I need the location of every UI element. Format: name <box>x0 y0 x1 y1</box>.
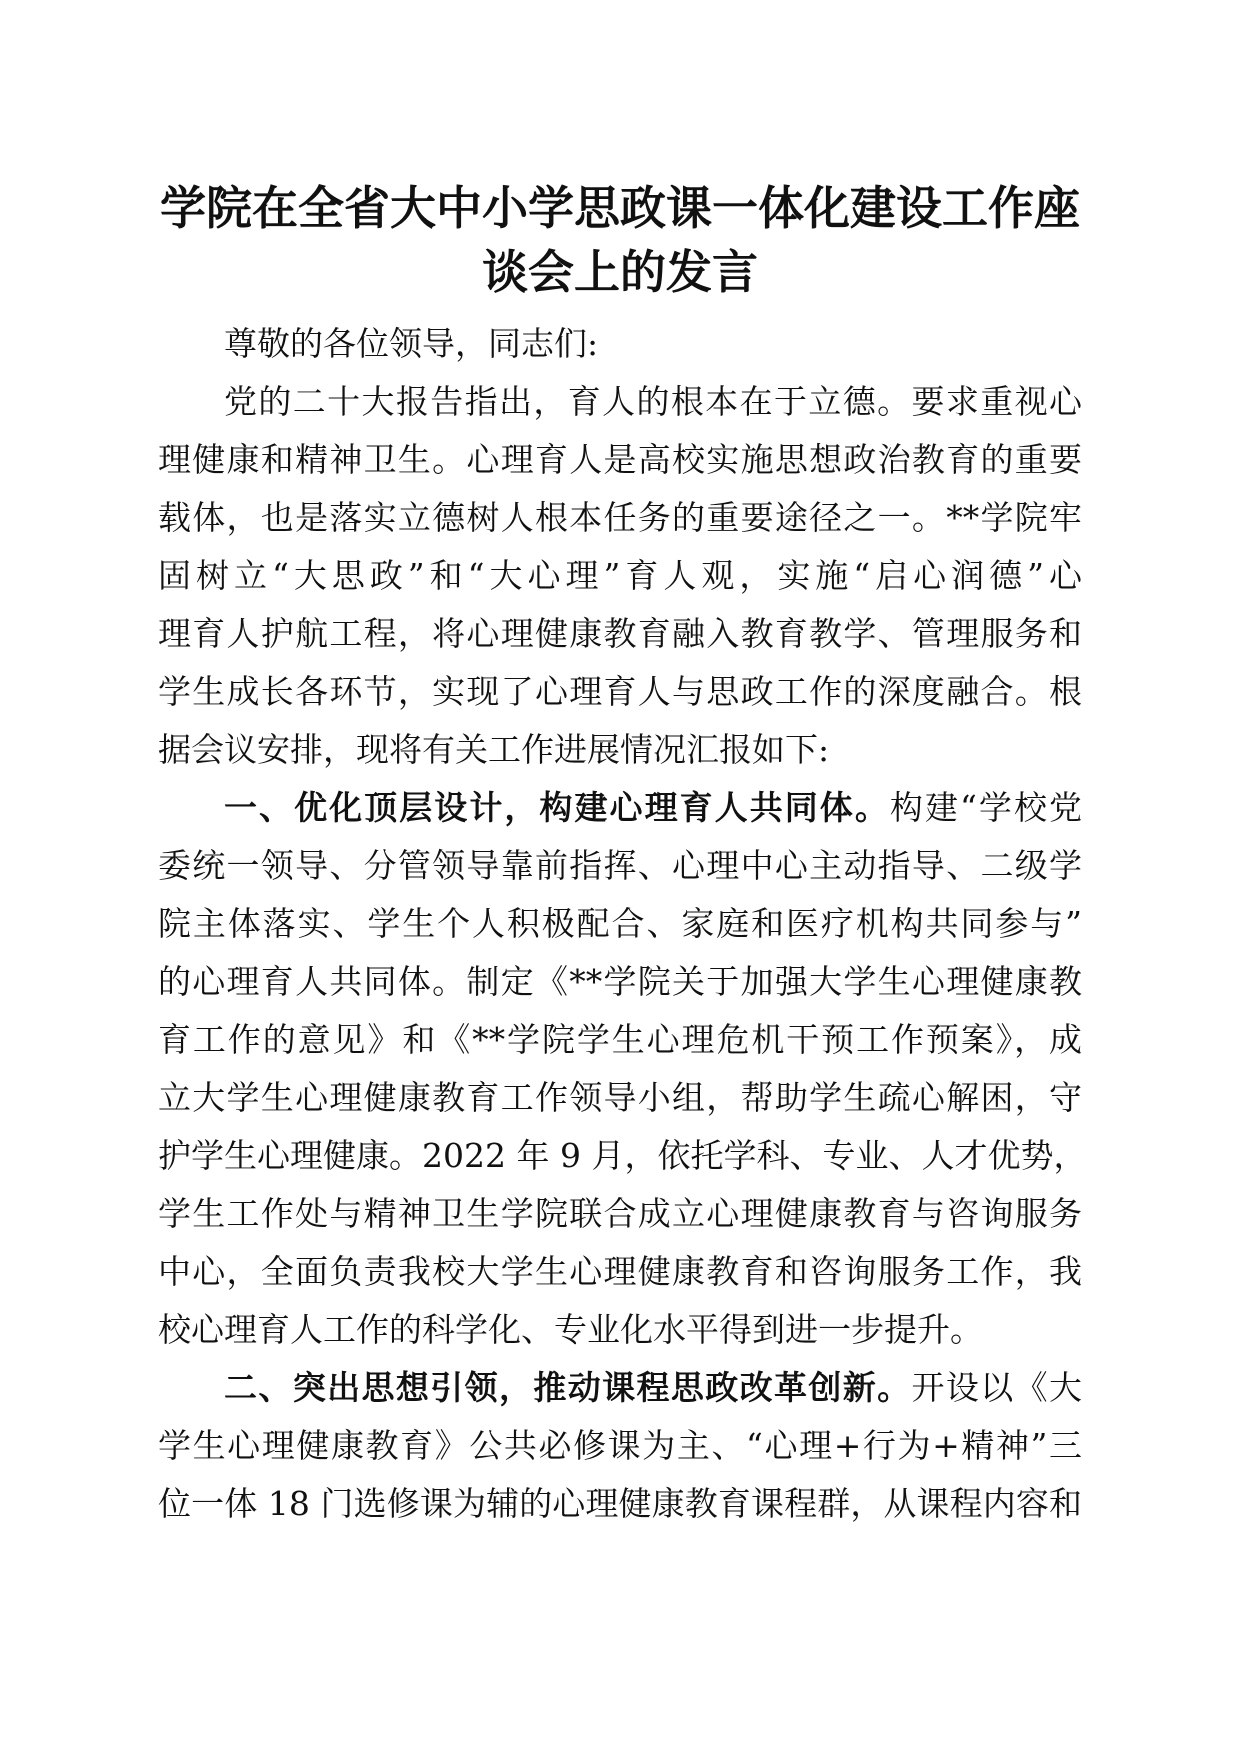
document-title <box>150 176 1090 304</box>
section-2-first-line <box>158 1359 1082 1417</box>
title-line-2: 谈会上的发言 <box>482 245 758 299</box>
document-body <box>158 315 1087 1533</box>
paragraph-intro <box>158 373 1082 779</box>
text-line: 学生成长各环节，实现了心理育人与思政工作的深度融合。根 <box>158 672 1082 711</box>
text-line: 校心理育人工作的科学化、专业化水平得到进一步提升。 <box>158 1310 983 1349</box>
text-line: 中心，全面负责我校大学生心理健康教育和咨询服务工作，我 <box>158 1252 1082 1291</box>
text-line: 理育人护航工程，将心理健康教育融入教育教学、管理服务和 <box>158 614 1082 653</box>
text-line: 理健康和精神卫生。心理育人是高校实施思想政治教育的重要 <box>158 440 1082 479</box>
text-line: 固树立“大思政”和“大心理”育人观，实施“启心润德”心 <box>158 556 1082 595</box>
section-2-first-line-rest: 开设以《大 <box>911 1368 1082 1407</box>
text-line: 党的二十大报告指出，育人的根本在于立德。要求重视心 <box>224 382 1082 421</box>
section-2-heading: 二、突出思想引领，推动课程思政改革创新。 <box>224 1368 912 1407</box>
text-line: 院主体落实、学生个人积极配合、家庭和医疗机构共同参与” <box>158 904 1082 943</box>
section-2 <box>158 1359 1082 1533</box>
text-line: 的心理育人共同体。制定《**学院关于加强大学生心理健康教 <box>158 962 1082 1001</box>
text-line: 委统一领导、分管领导靠前指挥、心理中心主动指导、二级学 <box>158 846 1082 885</box>
salutation: 尊敬的各位领导，同志们: <box>224 324 599 363</box>
text-line: 载体，也是落实立德树人根本任务的重要途径之一。**学院牢 <box>158 498 1082 537</box>
text-line: 学生心理健康教育》公共必修课为主、“心理+行为+精神”三 <box>158 1426 1082 1465</box>
section-1-heading: 一、优化顶层设计，构建心理育人共同体。 <box>224 788 890 827</box>
section-1 <box>158 779 1087 1359</box>
section-1-first-line <box>158 779 1082 837</box>
text-line: 立大学生心理健康教育工作领导小组，帮助学生疏心解困，守 <box>158 1078 1082 1117</box>
text-line: 学生工作处与精神卫生学院联合成立心理健康教育与咨询服务 <box>158 1194 1082 1233</box>
text-line: 位一体 18 门选修课为辅的心理健康教育课程群，从课程内容和 <box>158 1484 1082 1523</box>
title-line-1: 学院在全省大中小学思政课一体化建设工作座 <box>160 181 1080 235</box>
text-line: 据会议安排，现将有关工作进展情况汇报如下: <box>158 730 830 769</box>
text-line: 育工作的意见》和《**学院学生心理危机干预工作预案》，成 <box>158 1020 1082 1059</box>
section-1-first-line-rest: 构建“学校党 <box>889 788 1082 827</box>
text-line: 护学生心理健康。2022 年 9 月，依托学科、专业、人才优势， <box>158 1136 1087 1175</box>
